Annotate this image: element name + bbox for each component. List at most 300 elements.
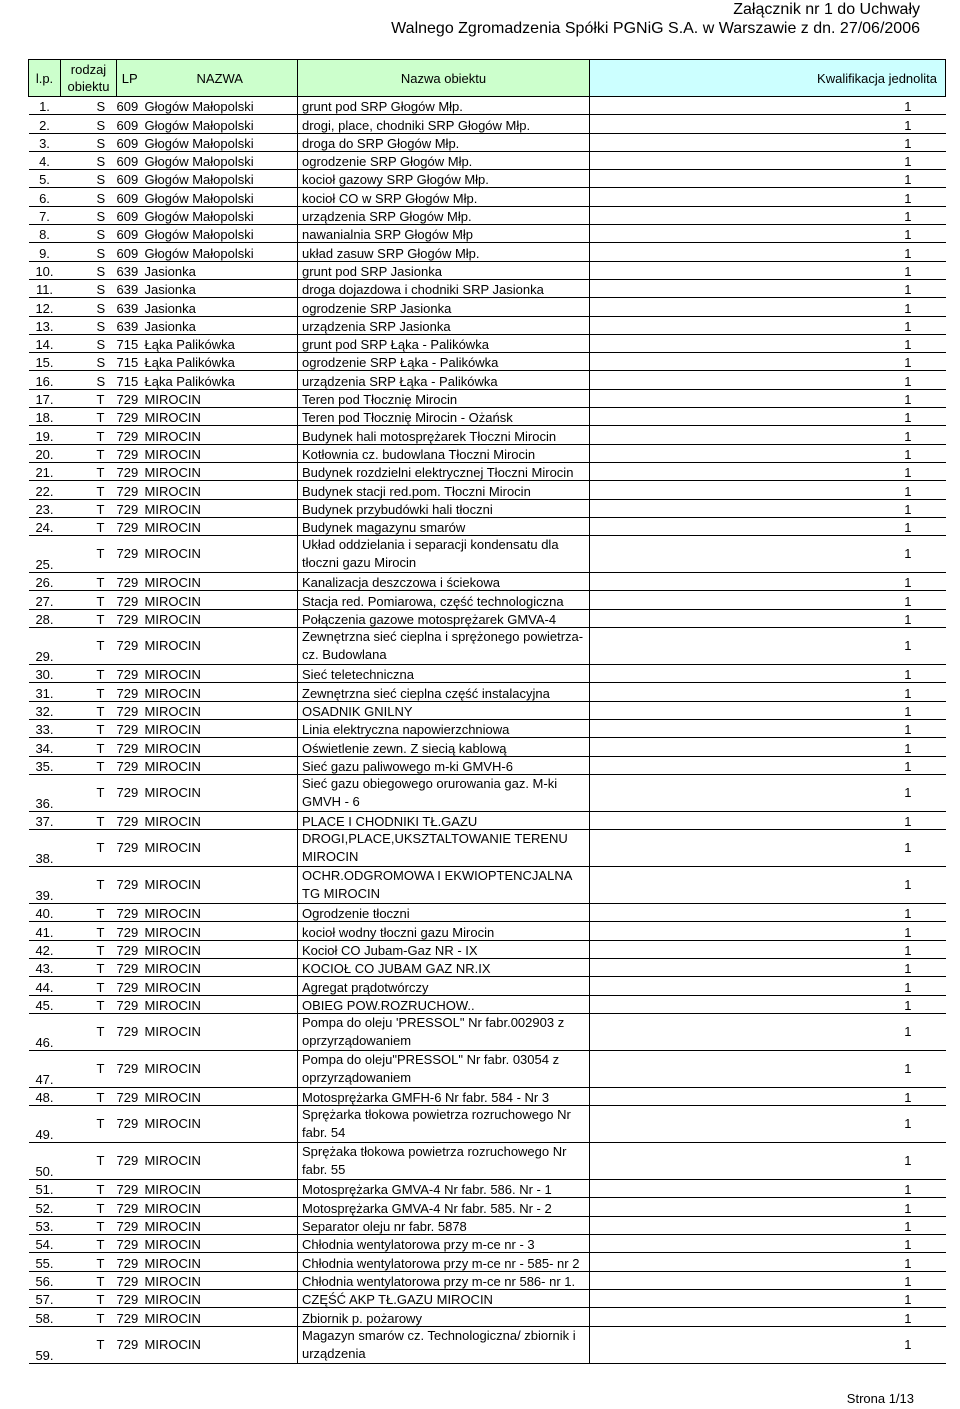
table-row [29, 1013, 946, 1050]
cell-rodzaj: S [96, 245, 106, 261]
cell-nazwa: MIROCIN [144, 740, 201, 756]
cell-kod: 729 [116, 392, 139, 408]
cell-kod: 729 [116, 784, 139, 800]
cell-kod: 729 [116, 814, 139, 830]
cell-nazwa: MIROCIN [144, 1273, 201, 1289]
table-row [29, 243, 946, 261]
cell-kod: 729 [116, 703, 139, 719]
cell-nazwa: MIROCIN [144, 638, 201, 654]
cell-kwalifikacja: 1 [904, 209, 912, 225]
cell-obiekt: Sieć teletechniczna [298, 665, 590, 683]
table-row [29, 1050, 946, 1087]
cell-obiekt: PLACE I CHODNIKI TŁ.GAZU [298, 811, 590, 829]
cell-kod: 729 [116, 1273, 139, 1289]
cell-nazwa: MIROCIN [144, 1060, 201, 1076]
table-row [29, 499, 946, 517]
cell-kwalifikacja: 1 [904, 520, 912, 536]
cell-kwalifikacja: 1 [904, 99, 912, 115]
cell-lp: 17. [35, 392, 54, 408]
table-row [29, 811, 946, 829]
cell-rodzaj: S [96, 227, 106, 243]
page-number: Strona 1/13 [846, 1391, 914, 1406]
cell-kod: 729 [116, 612, 139, 628]
cell-lp: 22. [35, 483, 54, 499]
cell-rodzaj: T [96, 575, 105, 591]
cell-rodzaj: T [96, 612, 105, 628]
cell-kwalifikacja: 1 [904, 154, 912, 170]
cell-obiekt: ogrodzenie SRP Jasionka [298, 298, 590, 316]
cell-lp: 49. [35, 1127, 54, 1143]
cell-kod: 729 [116, 840, 139, 856]
cell-lp: 5. [39, 172, 50, 188]
table-row [29, 1198, 946, 1216]
cell-rodzaj: T [96, 703, 105, 719]
cell-kod: 715 [116, 355, 139, 371]
cell-kod: 729 [116, 546, 139, 562]
table-row [29, 738, 946, 756]
table-row [29, 1326, 946, 1363]
cell-nazwa: Jasionka [144, 263, 196, 279]
cell-nazwa: Głogów Małopolski [144, 227, 254, 243]
cell-rodzaj: T [96, 906, 105, 922]
cell-kwalifikacja: 1 [904, 961, 912, 977]
cell-lp: 24. [35, 520, 54, 536]
cell-lp: 56. [35, 1273, 54, 1289]
cell-lp: 57. [35, 1292, 54, 1308]
cell-kwalifikacja: 1 [904, 979, 912, 995]
table-row [29, 462, 946, 480]
cell-kwalifikacja: 1 [904, 263, 912, 279]
table-row [29, 408, 946, 426]
table-row [29, 573, 946, 591]
cell-nazwa: MIROCIN [144, 546, 201, 562]
table-row [29, 922, 946, 940]
cell-kod: 729 [116, 1219, 139, 1235]
cell-lp: 40. [35, 906, 54, 922]
table-row [29, 995, 946, 1013]
cell-kod: 609 [116, 227, 139, 243]
cell-kwalifikacja: 1 [904, 1060, 912, 1076]
cell-kod: 729 [116, 520, 139, 536]
cell-lp: 59. [35, 1347, 54, 1363]
cell-nazwa: MIROCIN [144, 501, 201, 517]
cell-kwalifikacja: 1 [904, 392, 912, 408]
cell-obiekt: DROGI,PLACE,UKSZTALTOWANIE TERENU MIROCIN [298, 830, 590, 867]
cell-nazwa: MIROCIN [144, 667, 201, 683]
cell-rodzaj: S [96, 172, 106, 188]
cell-kod: 729 [116, 1255, 139, 1271]
cell-kod: 609 [116, 172, 139, 188]
cell-nazwa: MIROCIN [144, 1023, 201, 1039]
cell-obiekt: Zewnętrzna sieć cieplna część instalacyjna [298, 683, 590, 701]
col-header-kwalifikacja: Kwalifikacja jednolita [590, 60, 946, 97]
cell-nazwa: MIROCIN [144, 979, 201, 995]
cell-rodzaj: T [96, 961, 105, 977]
cell-nazwa: MIROCIN [144, 1200, 201, 1216]
cell-rodzaj: T [96, 1153, 105, 1169]
cell-obiekt: grunt pod SRP Łąka - Palikówka [298, 334, 590, 352]
cell-nazwa: MIROCIN [144, 1336, 201, 1352]
cell-obiekt: Chłodnia wentylatorowa przy m-ce nr - 3 [298, 1235, 590, 1253]
cell-kwalifikacja: 1 [904, 1116, 912, 1132]
cell-kod: 729 [116, 1200, 139, 1216]
cell-rodzaj: T [96, 1273, 105, 1289]
cell-lp: 18. [35, 410, 54, 426]
table-row [29, 977, 946, 995]
cell-obiekt: ogrodzenie SRP Głogów Młp. [298, 151, 590, 169]
cell-lp: 26. [35, 575, 54, 591]
table-body [29, 97, 946, 1364]
table-row [29, 279, 946, 297]
cell-lp: 11. [35, 282, 54, 298]
cell-rodzaj: S [96, 282, 106, 298]
cell-rodzaj: S [96, 355, 106, 371]
cell-obiekt: Układ oddzielania i separacji kondensatu dla tłoczni gazu Mirocin [298, 536, 590, 573]
cell-nazwa: Głogów Małopolski [144, 190, 254, 206]
cell-lp: 16. [35, 373, 54, 389]
cell-nazwa: MIROCIN [144, 840, 201, 856]
cell-kod: 729 [116, 483, 139, 499]
cell-kod: 729 [116, 942, 139, 958]
col-header-lp: l.p. [29, 60, 61, 97]
cell-kod: 729 [116, 997, 139, 1013]
cell-lp: 28. [35, 612, 54, 628]
cell-rodzaj: S [96, 263, 106, 279]
cell-nazwa: MIROCIN [144, 575, 201, 591]
cell-kod: 729 [116, 758, 139, 774]
table-row [29, 206, 946, 224]
table-row [29, 151, 946, 169]
table-row [29, 958, 946, 976]
table-row [29, 1180, 946, 1198]
cell-kwalifikacja: 1 [904, 906, 912, 922]
cell-rodzaj: S [96, 154, 106, 170]
table-row [29, 867, 946, 904]
cell-obiekt: Teren pod Tłocznię Mirocin [298, 389, 590, 407]
table-row [29, 1087, 946, 1105]
cell-kwalifikacja: 1 [904, 318, 912, 334]
cell-kod: 729 [116, 1023, 139, 1039]
table-row [29, 170, 946, 188]
cell-rodzaj: S [96, 117, 106, 133]
cell-obiekt: droga do SRP Głogów Młp. [298, 133, 590, 151]
cell-kwalifikacja: 1 [904, 877, 912, 893]
cell-kwalifikacja: 1 [904, 1336, 912, 1352]
cell-nazwa: Głogów Małopolski [144, 117, 254, 133]
cell-kod: 729 [116, 1336, 139, 1352]
cell-lp: 20. [35, 446, 54, 462]
cell-kod: 609 [116, 99, 139, 115]
cell-lp: 36. [35, 795, 54, 811]
cell-lp: 3. [39, 135, 50, 151]
cell-obiekt: grunt pod SRP Głogów Młp. [298, 97, 590, 115]
cell-kwalifikacja: 1 [904, 942, 912, 958]
cell-lp: 51. [35, 1182, 54, 1198]
cell-kod: 729 [116, 906, 139, 922]
cell-kwalifikacja: 1 [904, 135, 912, 151]
cell-kod: 729 [116, 501, 139, 517]
cell-rodzaj: T [96, 979, 105, 995]
cell-kod: 609 [116, 117, 139, 133]
cell-obiekt: Linia elektryczna napowierzchniowa [298, 719, 590, 737]
cell-rodzaj: S [96, 318, 106, 334]
cell-lp: 25. [35, 557, 54, 573]
cell-kod: 729 [116, 961, 139, 977]
cell-nazwa: MIROCIN [144, 1310, 201, 1326]
table-row [29, 1143, 946, 1180]
cell-obiekt: Oświetlenie zewn. Z siecią kablową [298, 738, 590, 756]
table-row [29, 830, 946, 867]
table-row [29, 1106, 946, 1143]
table-header-row [29, 60, 946, 97]
cell-kwalifikacja: 1 [904, 373, 912, 389]
cell-obiekt: CZĘŚĆ AKP TŁ.GAZU MIROCIN [298, 1289, 590, 1307]
cell-lp: 23. [35, 501, 54, 517]
cell-lp: 1. [39, 99, 50, 115]
table-row [29, 481, 946, 499]
cell-nazwa: Łąka Palikówka [144, 355, 235, 371]
cell-obiekt: urządzenia SRP Głogów Młp. [298, 206, 590, 224]
cell-kod: 639 [116, 318, 139, 334]
cell-obiekt: Kotłownia cz. budowlana Tłoczni Mirocin [298, 444, 590, 462]
cell-obiekt: Teren pod Tłocznię Mirocin - Ożańsk [298, 408, 590, 426]
cell-rodzaj: T [96, 784, 105, 800]
cell-rodzaj: T [96, 546, 105, 562]
table-row [29, 298, 946, 316]
cell-rodzaj: T [96, 942, 105, 958]
cell-obiekt: Magazyn smarów cz. Technologiczna/ zbiornik i urządzenia [298, 1326, 590, 1363]
cell-kod: 609 [116, 135, 139, 151]
cell-rodzaj: T [96, 1060, 105, 1076]
table-row [29, 225, 946, 243]
cell-kwalifikacja: 1 [904, 1292, 912, 1308]
cell-kod: 729 [116, 575, 139, 591]
cell-lp: 37. [35, 814, 54, 830]
cell-nazwa: MIROCIN [144, 465, 201, 481]
cell-kwalifikacja: 1 [904, 1023, 912, 1039]
cell-obiekt: Budynek stacji red.pom. Tłoczni Mirocin [298, 481, 590, 499]
cell-rodzaj: T [96, 877, 105, 893]
cell-nazwa: MIROCIN [144, 1090, 201, 1106]
cell-obiekt: Sprężaka tłokowa powietrza rozruchowego Nr fabr. 55 [298, 1143, 590, 1180]
cell-kwalifikacja: 1 [904, 300, 912, 316]
cell-rodzaj: S [96, 300, 106, 316]
cell-obiekt: Budynek magazynu smarów [298, 517, 590, 535]
cell-rodzaj: T [96, 1023, 105, 1039]
cell-nazwa: MIROCIN [144, 1219, 201, 1235]
cell-rodzaj: T [96, 740, 105, 756]
cell-kwalifikacja: 1 [904, 840, 912, 856]
cell-rodzaj: T [96, 1237, 105, 1253]
cell-kwalifikacja: 1 [904, 740, 912, 756]
cell-rodzaj: T [96, 593, 105, 609]
cell-kwalifikacja: 1 [904, 117, 912, 133]
cell-obiekt: nawanialnia SRP Głogów Młp [298, 225, 590, 243]
cell-rodzaj: T [96, 1336, 105, 1352]
cell-obiekt: Budynek hali motosprężarek Tłoczni Mirocin [298, 426, 590, 444]
cell-lp: 53. [35, 1219, 54, 1235]
cell-obiekt: drogi, place, chodniki SRP Głogów Młp. [298, 115, 590, 133]
table-row [29, 1253, 946, 1271]
cell-obiekt: Budynek rozdzielni elektrycznej Tłoczni Mirocin [298, 462, 590, 480]
table-row [29, 444, 946, 462]
cell-kwalifikacja: 1 [904, 1153, 912, 1169]
cell-kwalifikacja: 1 [904, 282, 912, 298]
cell-rodzaj: T [96, 1219, 105, 1235]
cell-nazwa: MIROCIN [144, 924, 201, 940]
cell-lp: 58. [35, 1310, 54, 1326]
cell-nazwa: MIROCIN [144, 906, 201, 922]
cell-obiekt: Pompa do oleju 'PRESSOL" Nr fabr.002903 z oprzyrządowaniem [298, 1013, 590, 1050]
table-row [29, 188, 946, 206]
cell-rodzaj: T [96, 1292, 105, 1308]
cell-obiekt: ogrodzenie SRP Łąka - Palikówka [298, 353, 590, 371]
cell-kod: 729 [116, 1116, 139, 1132]
cell-kod: 729 [116, 722, 139, 738]
cell-nazwa: MIROCIN [144, 1292, 201, 1308]
cell-kwalifikacja: 1 [904, 501, 912, 517]
cell-nazwa: MIROCIN [144, 758, 201, 774]
cell-kwalifikacja: 1 [904, 410, 912, 426]
cell-nazwa: MIROCIN [144, 1116, 201, 1132]
cell-obiekt: KOCIOŁ CO JUBAM GAZ NR.IX [298, 958, 590, 976]
cell-obiekt: kocioł CO w SRP Głogów Młp. [298, 188, 590, 206]
cell-obiekt: Ogrodzenie tłoczni [298, 904, 590, 922]
cell-rodzaj: T [96, 1090, 105, 1106]
cell-kwalifikacja: 1 [904, 1273, 912, 1289]
cell-kwalifikacja: 1 [904, 1237, 912, 1253]
col-header-obiekt: Nazwa obiektu [298, 60, 590, 97]
table-row [29, 683, 946, 701]
cell-kwalifikacja: 1 [904, 924, 912, 940]
cell-rodzaj: T [96, 1310, 105, 1326]
cell-kod: 715 [116, 373, 139, 389]
header-line-1: Załącznik nr 1 do Uchwały [733, 1, 920, 18]
cell-nazwa: Głogów Małopolski [144, 245, 254, 261]
cell-obiekt: Motosprężarka GMVA-4 Nr fabr. 585. Nr - 2 [298, 1198, 590, 1216]
cell-lp: 4. [39, 154, 50, 170]
cell-rodzaj: T [96, 758, 105, 774]
cell-lp: 52. [35, 1200, 54, 1216]
cell-lp: 6. [39, 190, 50, 206]
cell-kwalifikacja: 1 [904, 997, 912, 1013]
cell-rodzaj: T [96, 501, 105, 517]
table-row [29, 774, 946, 811]
table-row [29, 353, 946, 371]
cell-kod: 639 [116, 282, 139, 298]
cell-nazwa: Łąka Palikówka [144, 337, 235, 353]
cell-kod: 729 [116, 1182, 139, 1198]
cell-nazwa: Głogów Małopolski [144, 135, 254, 151]
cell-kod: 729 [116, 428, 139, 444]
table-row [29, 334, 946, 352]
header-line-2: Walnego Zgromadzenia Spółki PGNiG S.A. w Warszawie z dn. 27/06/2006 [391, 20, 920, 37]
cell-kod: 729 [116, 1237, 139, 1253]
cell-nazwa: MIROCIN [144, 814, 201, 830]
cell-nazwa: MIROCIN [144, 1153, 201, 1169]
table-row [29, 97, 946, 115]
cell-lp: 44. [35, 979, 54, 995]
cell-rodzaj: T [96, 1182, 105, 1198]
cell-obiekt: OBIEG POW.ROZRUCHOW.. [298, 995, 590, 1013]
cell-kwalifikacja: 1 [904, 1090, 912, 1106]
cell-lp: 9. [39, 245, 50, 261]
cell-kod: 729 [116, 410, 139, 426]
cell-nazwa: MIROCIN [144, 612, 201, 628]
cell-kod: 609 [116, 154, 139, 170]
cell-lp: 41. [35, 924, 54, 940]
cell-lp: 31. [35, 685, 54, 701]
cell-nazwa: Jasionka [144, 282, 196, 298]
cell-obiekt: urządzenia SRP Jasionka [298, 316, 590, 334]
cell-obiekt: droga dojazdowa i chodniki SRP Jasionka [298, 279, 590, 297]
cell-rodzaj: T [96, 428, 105, 444]
cell-lp: 35. [35, 758, 54, 774]
cell-kwalifikacja: 1 [904, 1200, 912, 1216]
cell-nazwa: Łąka Palikówka [144, 373, 235, 389]
cell-kwalifikacja: 1 [904, 685, 912, 701]
cell-nazwa: Jasionka [144, 300, 196, 316]
cell-nazwa: MIROCIN [144, 410, 201, 426]
table-row [29, 426, 946, 444]
cell-kod: 729 [116, 593, 139, 609]
table-row [29, 665, 946, 683]
cell-kod: 715 [116, 337, 139, 353]
cell-rodzaj: T [96, 638, 105, 654]
cell-kwalifikacja: 1 [904, 638, 912, 654]
table-row [29, 1308, 946, 1326]
cell-rodzaj: S [96, 135, 106, 151]
cell-kwalifikacja: 1 [904, 667, 912, 683]
cell-nazwa: MIROCIN [144, 593, 201, 609]
cell-rodzaj: T [96, 483, 105, 499]
table-row [29, 756, 946, 774]
cell-lp: 42. [35, 942, 54, 958]
cell-obiekt: Sprężarka tłokowa powietrza rozruchowego Nr fabr. 54 [298, 1106, 590, 1143]
cell-kod: 729 [116, 1060, 139, 1076]
table-row [29, 628, 946, 665]
cell-nazwa: MIROCIN [144, 392, 201, 408]
cell-kwalifikacja: 1 [904, 703, 912, 719]
cell-nazwa: Głogów Małopolski [144, 154, 254, 170]
table-row [29, 609, 946, 627]
col-header-kod: LP [117, 60, 143, 97]
cell-nazwa: MIROCIN [144, 685, 201, 701]
cell-kwalifikacja: 1 [904, 483, 912, 499]
table-row [29, 1271, 946, 1289]
cell-lp: 7. [39, 209, 50, 225]
cell-kwalifikacja: 1 [904, 1255, 912, 1271]
cell-lp: 32. [35, 703, 54, 719]
cell-obiekt: kocioł gazowy SRP Głogów Młp. [298, 170, 590, 188]
cell-obiekt: Kanalizacja deszczowa i ściekowa [298, 573, 590, 591]
cell-lp: 39. [35, 888, 54, 904]
col-header-nazwa: NAZWA [143, 60, 298, 97]
cell-lp: 14. [35, 337, 54, 353]
cell-nazwa: MIROCIN [144, 997, 201, 1013]
cell-obiekt: urządzenia SRP Łąka - Palikówka [298, 371, 590, 389]
cell-rodzaj: S [96, 337, 106, 353]
cell-lp: 21. [35, 465, 54, 481]
cell-lp: 38. [35, 851, 54, 867]
cell-kod: 729 [116, 1292, 139, 1308]
cell-kwalifikacja: 1 [904, 172, 912, 188]
cell-lp: 46. [35, 1034, 54, 1050]
cell-nazwa: MIROCIN [144, 446, 201, 462]
cell-obiekt: Sieć gazu paliwowego m-ki GMVH-6 [298, 756, 590, 774]
cell-obiekt: Połączenia gazowe motosprężarek GMVA-4 [298, 609, 590, 627]
cell-obiekt: Stacja red. Pomiarowa, część technologiczna [298, 591, 590, 609]
